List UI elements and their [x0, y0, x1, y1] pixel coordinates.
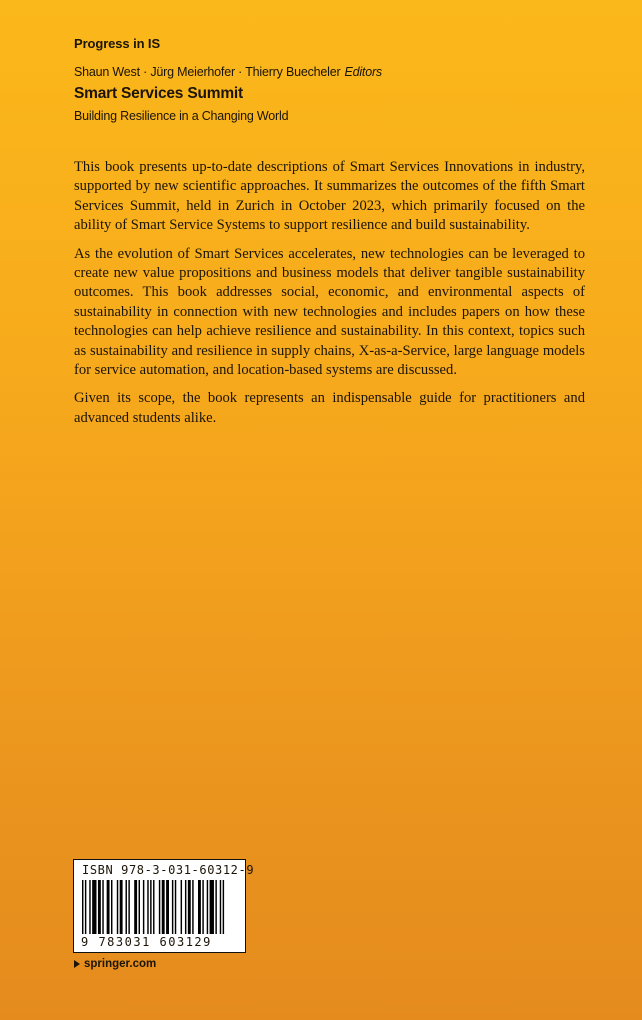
- arrow-right-icon: [74, 960, 80, 968]
- barcode-bar: [89, 880, 90, 934]
- barcode-bar: [198, 880, 201, 934]
- editors-label: Editors: [344, 65, 382, 79]
- barcode-bar: [172, 880, 173, 934]
- publisher-link[interactable]: [74, 958, 156, 970]
- book-title: Smart Services Summit: [74, 85, 243, 102]
- barcode-bar: [162, 880, 165, 934]
- author-line: [74, 65, 382, 79]
- barcode-bar: [207, 880, 208, 934]
- description-paragraph: This book presents up-to-date descriptions of Smart Services Innovations in industry, supported by new scientific approaches. It summarizes the outcomes of the fifth Smart Services Summit, held in Zurich in October 2023, which primarily focused on the ability of Smart Service Systems to support resilience and build sustainability.: [74, 159, 585, 234]
- publisher-link-text: springer.com: [84, 958, 157, 970]
- barcode-bar: [134, 880, 137, 934]
- barcode-bar: [150, 880, 151, 934]
- barcode-bar: [92, 880, 96, 934]
- barcode-bar: [223, 880, 224, 934]
- isbn-barcode: [73, 859, 255, 953]
- barcode-bar: [147, 880, 148, 934]
- barcode-bar: [192, 880, 193, 934]
- barcode-bar: [120, 880, 123, 934]
- barcode-bar: [153, 880, 154, 934]
- barcode-bar: [202, 880, 203, 934]
- barcode-bar: [107, 880, 110, 934]
- isbn-number: ISBN 978-3-031-60312-9: [82, 863, 255, 877]
- barcode-bar: [126, 880, 127, 934]
- author-names: Shaun West · Jürg Meierhofer · Thierry Buecheler: [74, 65, 341, 79]
- barcode-bar: [215, 880, 216, 934]
- barcode-bar: [185, 880, 186, 934]
- description-paragraph: Given its scope, the book represents an indispensable guide for practitioners and advanced students alike.: [74, 390, 585, 426]
- barcode-bar: [210, 880, 214, 934]
- barcode-bar: [139, 880, 140, 934]
- barcode-bar: [82, 880, 83, 934]
- barcode-bar: [166, 880, 169, 934]
- book-description: [74, 158, 585, 437]
- series-name: Progress in IS: [74, 36, 161, 51]
- barcode-bar: [188, 880, 191, 934]
- barcode-bar: [85, 880, 86, 934]
- barcode-bar: [128, 880, 129, 934]
- ean-digits: 9 783031 603129: [81, 935, 212, 949]
- description-paragraph: As the evolution of Smart Services accelerates, new technologies can be leveraged to create new value propositions and business models that deliver tangible sustainability outcomes. This book addresses social, economic, and environmental aspects of sustainability in connection with new technologies and includes papers on how these technologies can help achieve resilience and sustainability. In this context, topics such as sustainability and resilience in supply chains, X-as-a-Service, large language models for service automation, and location-based systems are discussed.: [74, 245, 585, 379]
- barcode-bar: [181, 880, 182, 934]
- barcode-bar: [117, 880, 118, 934]
- barcode-bar: [143, 880, 144, 934]
- book-subtitle: Building Resilience in a Changing World: [74, 109, 289, 123]
- barcode-bar: [102, 880, 103, 934]
- barcode-bar: [220, 880, 221, 934]
- barcode-bar: [159, 880, 160, 934]
- barcode-bar: [98, 880, 101, 934]
- barcode-bar: [175, 880, 176, 934]
- barcode-icon: [82, 880, 240, 934]
- barcode-bar: [111, 880, 112, 934]
